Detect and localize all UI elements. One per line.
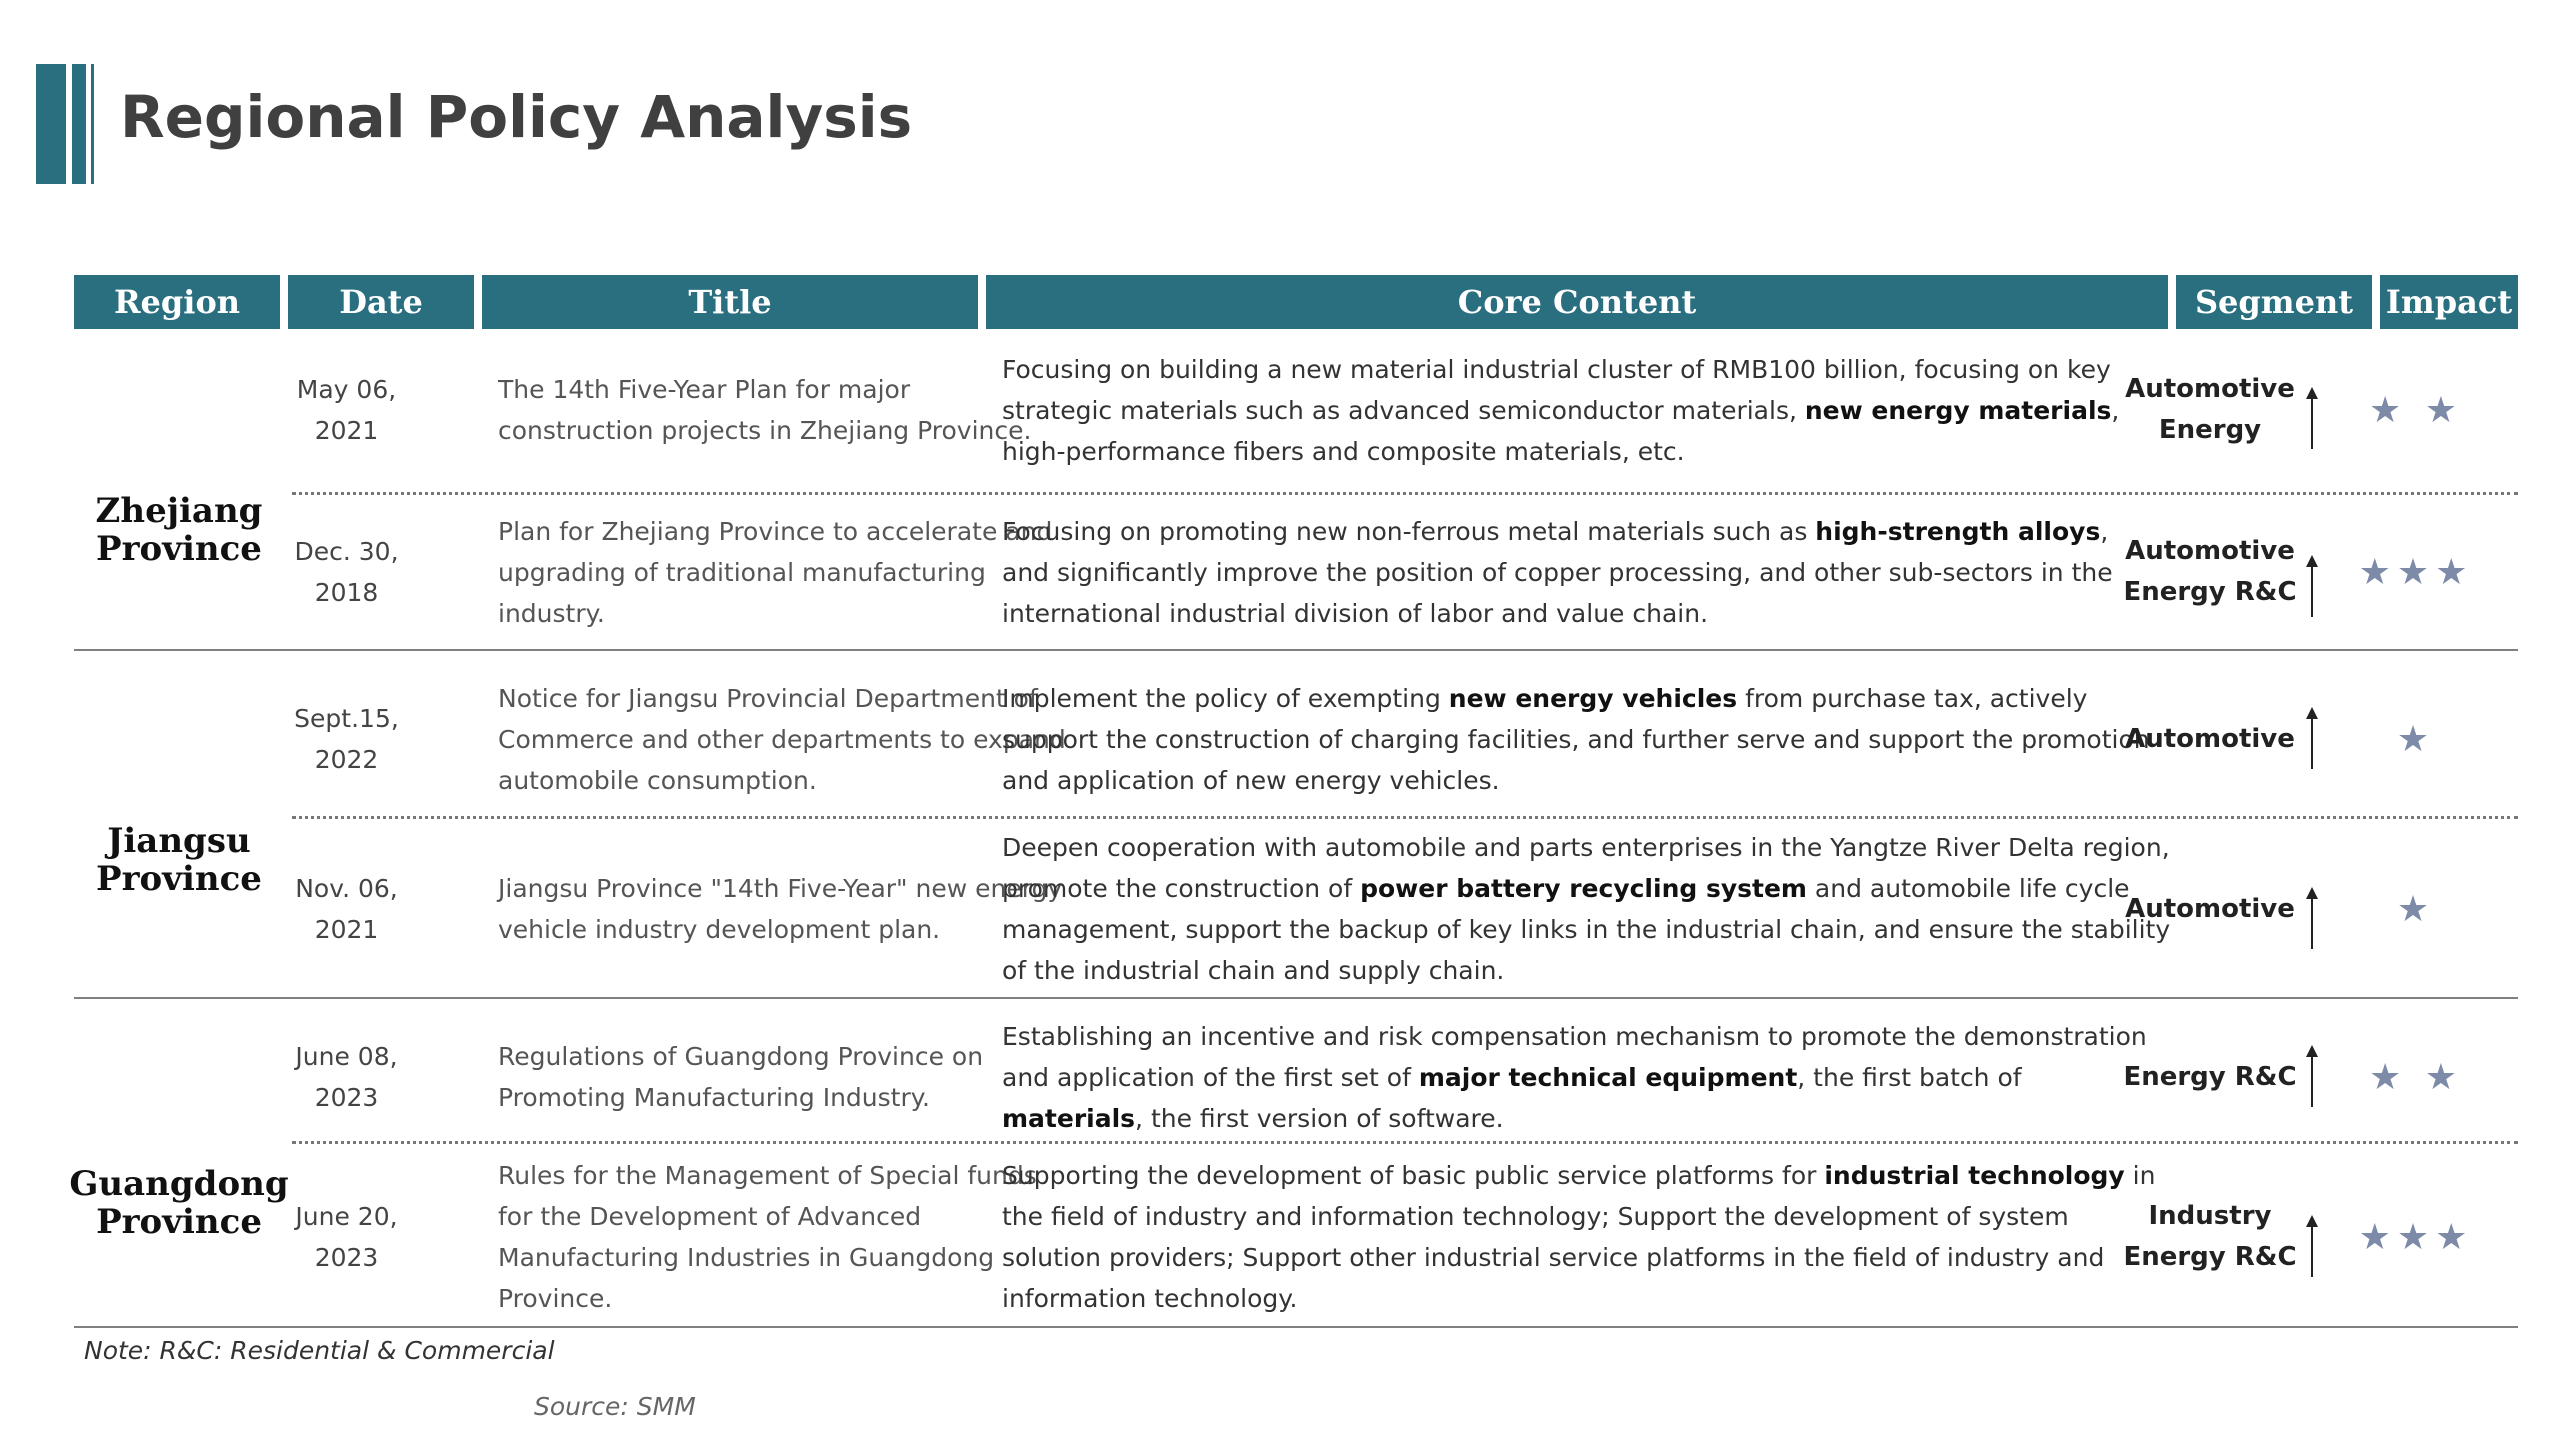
region-divider [74, 997, 2518, 999]
content-text [1002, 678, 2162, 801]
row-5-content [1002, 1151, 2162, 1323]
row-5-segment: Industry Energy R&C [2123, 1201, 2297, 1272]
content-highlight: materials [1002, 1103, 1136, 1133]
content-highlight: new energy vehicles [1448, 683, 1738, 713]
content-run: Establishing an incentive and risk compensation mechanism to promote the demonstration and application of the first set of [1002, 1021, 2147, 1092]
row-1-impact-stars: ★★★ [2358, 551, 2474, 593]
table-bottom-border [74, 1326, 2518, 1328]
row-4-date: June 08, 2023 [295, 1042, 398, 1112]
row-3-content [1002, 823, 2180, 995]
row-1-date: Dec. 30, 2018 [294, 537, 399, 607]
region-zhejiang: Zhejiang Province [95, 491, 263, 569]
content-text [1002, 349, 2162, 472]
row-5-impact-stars: ★★★ [2358, 1216, 2474, 1258]
region-guangdong: Guangdong Province [69, 1164, 289, 1242]
content-text [1002, 1155, 2162, 1319]
row-0-content [1002, 335, 2162, 485]
region-jiangsu: Jiangsu Province [96, 821, 262, 899]
content-run: , and significantly improve the position of copper processing, and other sub-sectors in the international industrial division of labor and value chain. [1002, 516, 2113, 628]
row-2-date: Sept.15, 2022 [294, 704, 399, 774]
content-run: , the first batch of [1797, 1062, 2022, 1092]
header-region: Region [74, 275, 280, 329]
row-1-title: Plan for Zhejiang Province to accelerate and upgrading of traditional manufacturing industry. [498, 516, 1053, 628]
content-highlight: industrial technology [1824, 1161, 2125, 1190]
row-3-segment: Automotive [2125, 893, 2295, 924]
row-2-impact-stars: ★ [2396, 718, 2436, 760]
content-text [1002, 1016, 2162, 1139]
row-3-title: Jiangsu Province "14th Five-Year" new energy vehicle industry development plan. [498, 874, 1063, 944]
header-date: Date [288, 275, 474, 329]
content-run: Focusing on building a new material industrial cluster of RMB100 billion, focusing on key strategic materials such as advanced semiconductor materials, [1002, 354, 2111, 425]
row-4-title: Regulations of Guangdong Province on Promoting Manufacturing Industry. [498, 1042, 984, 1112]
content-highlight: high-strength alloys [1815, 516, 2101, 546]
row-2-title: Notice for Jiangsu Provincial Department of Commerce and other departments to expand automobile consumption. [498, 683, 1066, 795]
content-run: Supporting the development of basic public service platforms for [1002, 1161, 1825, 1190]
content-text [1002, 827, 2180, 991]
content-run: , high-performance fibers and composite materials, etc. [1002, 395, 2120, 466]
header-segment: Segment [2176, 275, 2372, 329]
row-divider [292, 816, 2518, 819]
header-core-content: Core Content [986, 275, 2168, 329]
content-highlight: new energy materials [1804, 395, 2112, 425]
content-text [1002, 511, 2162, 634]
row-4-content [1002, 1002, 2162, 1152]
title-decoration [36, 64, 96, 184]
page-title: Regional Policy Analysis [120, 83, 913, 151]
header-title: Title [482, 275, 978, 329]
content-run: and automobile life cycle management, support the backup of key links in the industrial chain, and ensure the stability of the industrial chain and supply chain. [1002, 874, 2171, 985]
row-0-date: May 06, 2021 [296, 375, 397, 445]
content-highlight: power battery recycling system [1360, 874, 1807, 903]
content-run: from purchase tax, actively support the construction of charging facilities, and further serve and support the promotion and application of new energy vehicles. [1002, 683, 2150, 795]
row-0-title: The 14th Five-Year Plan for major construction projects in Zhejiang Province. [498, 375, 1032, 445]
row-divider [292, 492, 2518, 495]
content-run: Deepen cooperation with automobile and parts enterprises in the Yangtze River Delta region, promote the construction of [1002, 833, 2170, 903]
row-2-segment: Automotive [2125, 723, 2295, 754]
row-4-segment: Energy R&C [2123, 1061, 2297, 1092]
region-divider [74, 649, 2518, 651]
row-divider [292, 1141, 2518, 1144]
title-bar-thick [36, 64, 66, 184]
row-3-date: Nov. 06, 2021 [295, 874, 398, 944]
title-bar-medium [72, 64, 86, 184]
content-run: Implement the policy of exempting [1002, 683, 1449, 713]
source-label: Source: SMM [534, 1392, 696, 1421]
row-0-segment: Automotive Energy [2125, 374, 2295, 445]
footnote: Note: R&C: Residential & Commercial [84, 1336, 555, 1365]
content-highlight: major technical equipment [1418, 1062, 1798, 1092]
header-impact: Impact [2380, 275, 2518, 329]
row-0-impact-stars: ★ ★ [2369, 389, 2463, 431]
content-run: Focusing on promoting new non-ferrous metal materials such as [1002, 516, 1816, 546]
content-run: , the first version of software. [1135, 1103, 1504, 1133]
row-3-impact-stars: ★ [2396, 888, 2436, 930]
row-5-date: June 20, 2023 [295, 1202, 398, 1272]
row-4-impact-stars: ★ ★ [2369, 1056, 2463, 1098]
content-run: in the field of industry and information technology; Support the development of system solution providers; Support other industrial service platforms in the field of industry and information technology. [1002, 1161, 2156, 1313]
row-1-segment: Automotive Energy R&C [2123, 536, 2297, 607]
row-5-title: Rules for the Management of Special funds for the Development of Advanced Manufacturing Industries in Guangdong Province. [498, 1161, 1037, 1313]
row-2-content [1002, 659, 2162, 819]
row-1-content [1002, 497, 2162, 647]
title-bar-thin [91, 64, 94, 184]
